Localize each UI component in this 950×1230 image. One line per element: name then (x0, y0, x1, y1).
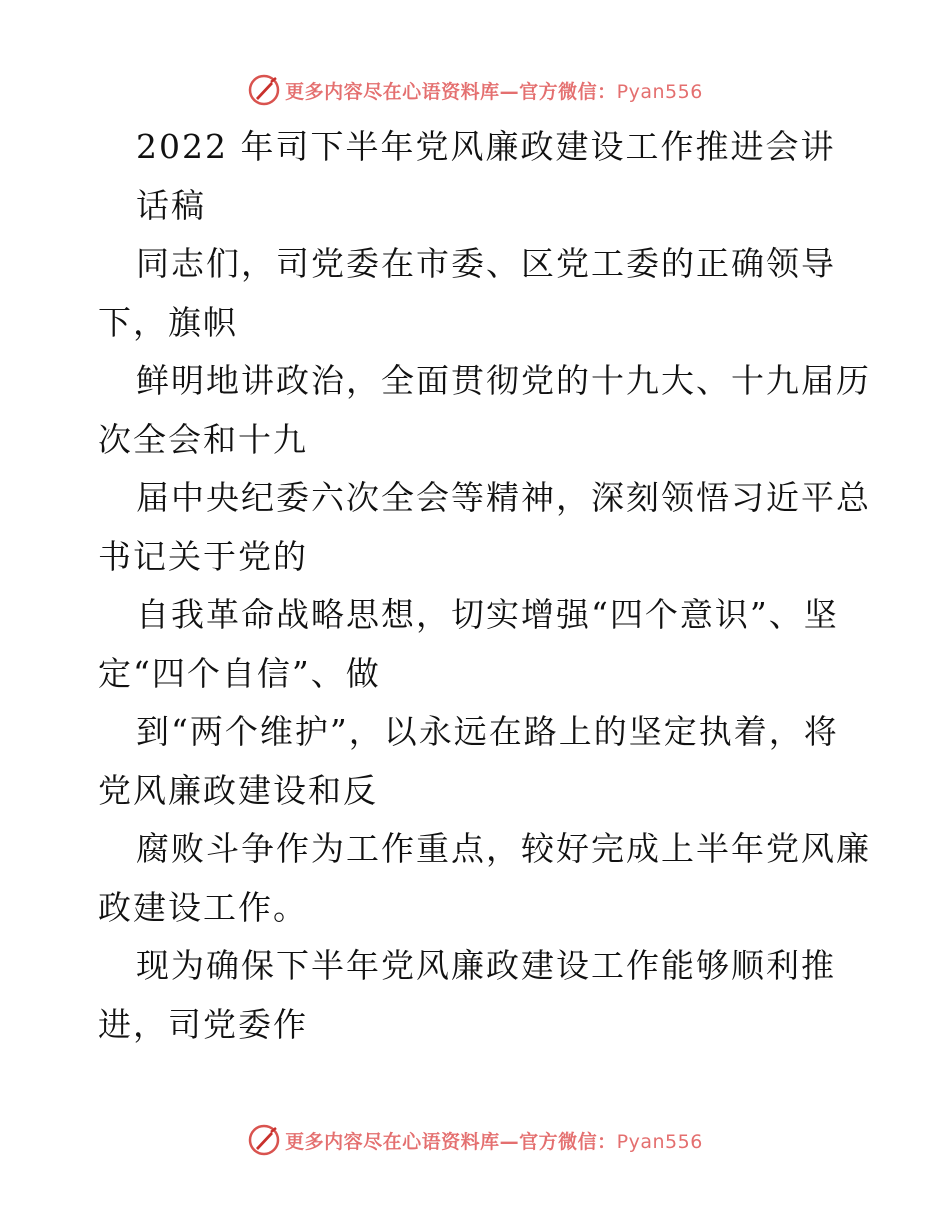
document-body (98, 118, 871, 1054)
text-line: 腐败斗争作为工作重点，较好完成上半年党风廉 (136, 829, 871, 868)
header-watermark-banner (0, 70, 950, 110)
text-line: 定“四个自信”、做 (98, 653, 381, 693)
text-line: 届中央纪委六次全会等精神，深刻领悟习近平总 (136, 478, 871, 517)
quill-pen-logo-icon (247, 73, 281, 107)
text-line: 话稿 (136, 185, 206, 225)
text-line: 次全会和十九 (98, 419, 308, 459)
text-line: 进，司党委作 (98, 1004, 308, 1044)
text-line: 现为确保下半年党风廉政建设工作能够顺利推 (136, 946, 836, 985)
text-line: 到“两个维护”，以永远在路上的坚定执着，将 (136, 712, 839, 751)
text-line: 下，旗帜 (98, 302, 238, 342)
text-line: 鲜明地讲政治，全面贯彻党的十九大、十九届历 (136, 361, 871, 400)
footer-watermark-banner (0, 1120, 950, 1160)
text-line: 2022 年司下半年党风廉政建设工作推进会讲 (136, 127, 836, 166)
text-line: 自我革命战略思想，切实增强“四个意识”、坚 (136, 595, 839, 634)
watermark-text: 更多内容尽在心语资料库—官方微信：Pyan556 (285, 80, 703, 103)
text-line: 党风廉政建设和反 (98, 770, 378, 810)
text-line: 同志们，司党委在市委、区党工委的正确领导 (136, 244, 836, 283)
quill-pen-logo-icon (247, 1123, 281, 1157)
watermark-text: 更多内容尽在心语资料库—官方微信：Pyan556 (285, 1130, 703, 1153)
text-line: 政建设工作。 (98, 887, 308, 927)
text-line: 书记关于党的 (98, 536, 308, 576)
